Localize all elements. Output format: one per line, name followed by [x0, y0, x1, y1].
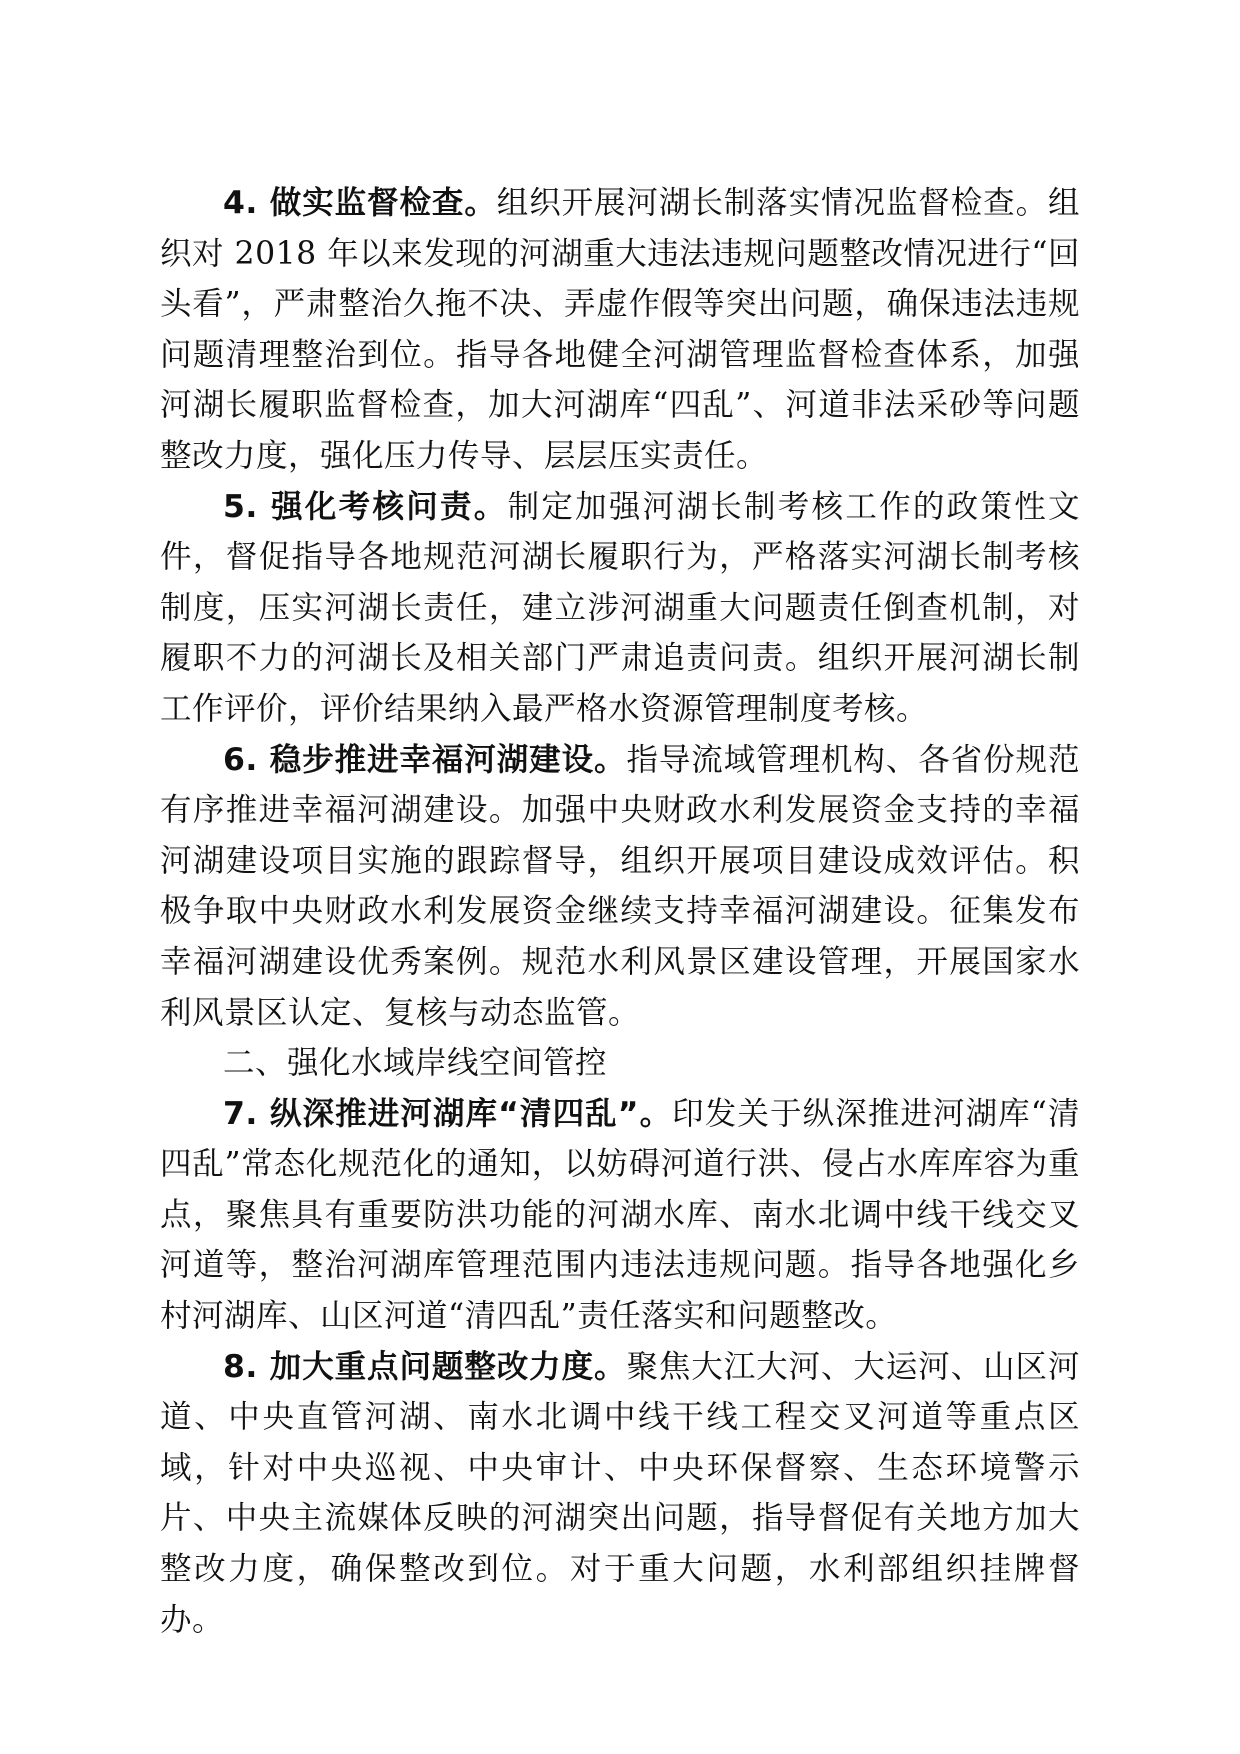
paragraph-lead: 6. 稳步推进幸福河湖建设。 [223, 741, 627, 778]
paragraph-lead: 7. 纵深推进河湖库“清四乱”。 [223, 1095, 673, 1132]
paragraph-body: 指导流域管理机构、各省份规范有序推进幸福河湖建设。加强中央财政水利发展资金支持的幸福河湖建设项目实施的跟踪督导，组织开展项目建设成效评估。积极争取中央财政水利发展资金继续支持幸福河湖建设。征集发布幸福河湖建设优秀案例。规范水利风景区建设管理，开展国家水利风景区认定、复核与动态监管。 [160, 741, 1080, 1031]
paragraph-body: 制定加强河湖长制考核工作的政策性文件，督促指导各地规范河湖长履职行为，严格落实河湖长制考核制度，压实河湖长责任，建立涉河湖重大问题责任倒查机制，对履职不力的河湖长及相关部门严肃追责问责。组织开展河湖长制工作评价，评价结果纳入最严格水资源管理制度考核。 [160, 488, 1080, 727]
paragraph-body: 聚焦大江大河、大运河、山区河道、中央直管河湖、南水北调中线干线工程交叉河道等重点区域，针对中央巡视、中央审计、中央环保督察、生态环境警示片、中央主流媒体反映的河湖突出问题，指导督促有关地方加大整改力度，确保整改到位。对于重大问题，水利部组织挂牌督办。 [160, 1348, 1080, 1638]
section-heading: 二、强化水域岸线空间管控 [223, 1045, 608, 1082]
paragraph-lead: 5. 强化考核问责。 [223, 488, 508, 525]
paragraph-body: 印发关于纵深推进河湖库“清四乱”常态化规范化的通知，以妨碍河道行洪、侵占水库库容为重点，聚焦具有重要防洪功能的河湖水库、南水北调中线干线交叉河道等，整治河湖库管理范围内违法违规问题。指导各地强化乡村河湖库、山区河道“清四乱”责任落实和问题整改。 [160, 1095, 1080, 1335]
paragraph-body: 组织开展河湖长制落实情况监督检查。组织对 2018 年以来发现的河湖重大违法违规问题整改情况进行“回头看”，严肃整治久拖不决、弄虚作假等突出问题，确保违法违规问题清理整治到位。指导各地健全河湖管理监督检查体系，加强河湖长履职监督检查，加大河湖库“四乱”、河道非法采砂等问题整改力度，强化压力传导、层层压实责任。 [160, 185, 1080, 474]
paragraph-lead: 8. 加大重点问题整改力度。 [223, 1348, 627, 1385]
paragraph-item-8 [160, 1342, 1080, 1646]
paragraph-item-7 [160, 1089, 1080, 1342]
paragraph-item-5 [160, 482, 1080, 735]
paragraph-lead: 4. 做实监督检查。 [223, 185, 497, 221]
paragraph-item-6 [160, 735, 1080, 1039]
paragraph-item-4 [160, 178, 1080, 482]
document-page [160, 178, 1080, 1645]
